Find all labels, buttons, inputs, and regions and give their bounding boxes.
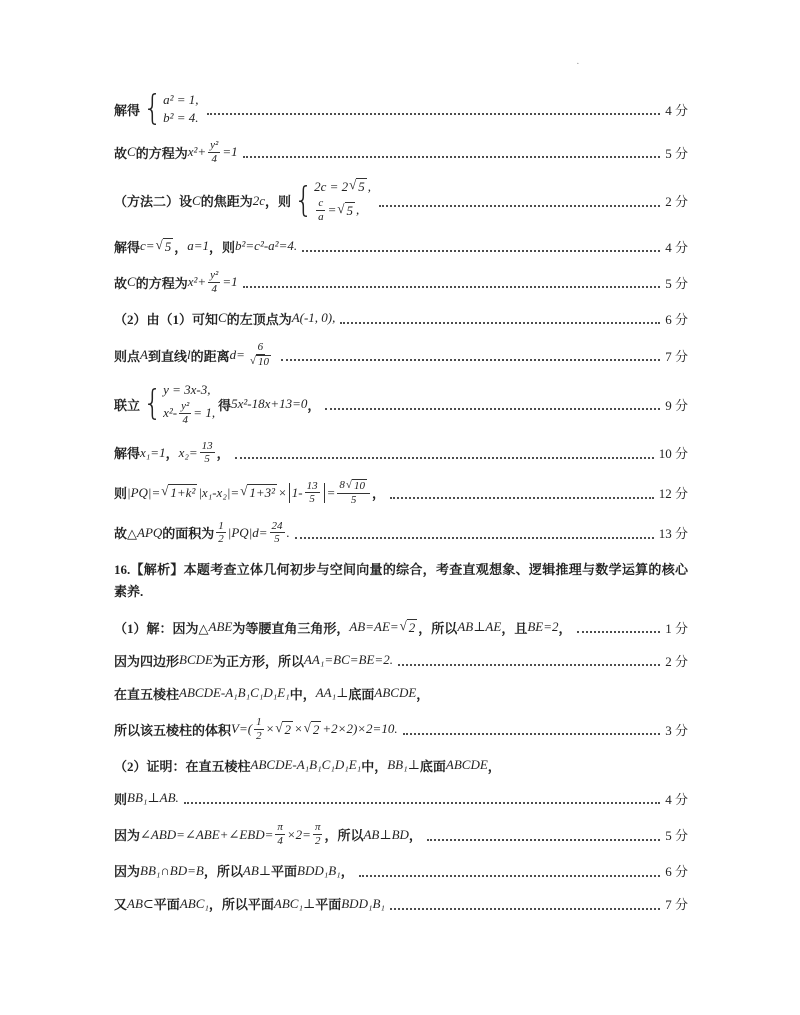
text-run: ， [408, 828, 422, 844]
dotted-leader [325, 408, 660, 410]
line-content [114, 341, 276, 369]
fraction-numerator: 13 [201, 439, 213, 452]
line-content [114, 269, 238, 295]
line-content [114, 894, 385, 913]
text-run: （2）由（1）可知 [114, 311, 219, 327]
math-run: x₁=1 [140, 444, 166, 460]
square-root [161, 484, 197, 501]
text-run: 解得 [114, 239, 141, 255]
text-run: 为等腰直角三角形， [232, 620, 350, 636]
step-method2-setup [114, 178, 688, 223]
dotted-leader [243, 156, 661, 158]
line-content [114, 821, 422, 847]
text-run: 因为 [114, 864, 141, 880]
fraction [216, 520, 226, 546]
radical-sign-icon: √ [345, 478, 352, 491]
math-run: BB₁⊥ [387, 757, 420, 773]
line-content [114, 309, 335, 328]
fraction-numerator: π [314, 821, 321, 834]
math-run: AB⊥AE [457, 619, 502, 635]
square-root [304, 721, 322, 738]
math-run: |PQ|= [127, 484, 161, 500]
fraction-numerator [337, 479, 370, 494]
text-run: ， [174, 239, 188, 255]
math-run: 1- [291, 484, 303, 500]
fraction-denominator: a [318, 210, 324, 223]
math-run: l [186, 347, 191, 363]
square-root [337, 202, 355, 219]
line-content [114, 651, 393, 670]
absolute-value-bar [289, 483, 290, 503]
math-run: 5x²-18x+13=0 [231, 396, 308, 412]
math-run: × [278, 484, 287, 500]
score-label: 5 分 [665, 275, 688, 291]
square-root [275, 721, 293, 738]
line-content [114, 684, 429, 703]
dotted-leader [577, 631, 661, 633]
fraction-numerator: c [318, 196, 324, 209]
line-content [114, 237, 297, 256]
math-run: A [140, 347, 148, 363]
text-run: （1）解：因为△ [114, 620, 209, 636]
fraction-numerator: 6 [257, 341, 264, 354]
score-label: 6 分 [665, 311, 688, 327]
cases-group [143, 88, 199, 129]
radicand: 5 [346, 202, 354, 218]
radical-sign-icon: √ [303, 719, 311, 735]
score-label: 12 分 [658, 486, 688, 502]
fraction-numerator: y² [181, 400, 190, 413]
fraction-numerator: y² [210, 139, 219, 151]
text-run: 故△ [114, 526, 137, 542]
document-body [114, 88, 688, 927]
radical-sign-icon: √ [240, 483, 248, 499]
p16-step-1-1 [114, 617, 688, 637]
math-run: AB=AE= [349, 619, 399, 635]
radicand: 10 [257, 356, 269, 369]
text-run: 底面 [348, 686, 375, 702]
p16-step-1-2 [114, 650, 688, 670]
math-run: c= [140, 238, 155, 254]
fraction-denominator [247, 355, 274, 369]
cases-row [314, 178, 371, 195]
text-run: 解得 [114, 102, 141, 118]
text-run: ， [165, 446, 179, 462]
fraction-numerator: 24 [271, 519, 283, 532]
fraction [305, 480, 320, 506]
math-run: b²=c²-a²=4. [235, 238, 298, 254]
math-run: |PQ|d= [227, 524, 268, 540]
fraction-denominator: 5 [350, 494, 357, 507]
square-root [400, 619, 418, 636]
text-run: 在直五棱柱 [114, 686, 180, 702]
p16-step-volume [114, 716, 688, 742]
text-run: 的左顶点为 [226, 311, 292, 327]
step-pq-length [114, 479, 688, 507]
radicand: 2 [284, 721, 291, 737]
score-label: 1 分 [665, 620, 688, 636]
math-run: |x₁-x₂|= [198, 484, 240, 500]
text-run: 又 [114, 897, 128, 913]
math-run: AB⊥ [242, 862, 271, 878]
text-run: 联立 [114, 397, 141, 413]
cases-row [163, 382, 215, 398]
left-brace-icon: { [143, 383, 163, 424]
dotted-leader [359, 875, 661, 877]
line-content [114, 618, 572, 637]
fraction-denominator: 5 [274, 533, 280, 546]
absolute-value-bar [324, 483, 325, 503]
math-run: × [293, 721, 303, 737]
radical-sign-icon: √ [337, 200, 345, 216]
math-run: y = 3x-3, [163, 382, 211, 398]
dotted-leader [379, 205, 660, 207]
p16-step-2-3 [114, 821, 688, 847]
step-area-apq [114, 520, 688, 546]
text-run: 底面 [419, 758, 446, 774]
text-run: ， [307, 397, 321, 413]
radical-sign-icon: √ [349, 177, 357, 193]
fraction-denominator: 4 [277, 835, 283, 848]
text-run: 到直线 [147, 348, 187, 364]
fraction-numerator: 1 [256, 716, 262, 729]
text-run: 则 [114, 486, 128, 502]
dotted-leader [340, 322, 660, 324]
dotted-leader [302, 250, 660, 252]
math-run: ABE [208, 619, 233, 635]
radicand: 2 [408, 619, 416, 635]
radicand: 5 [164, 238, 172, 254]
math-run: , [356, 202, 360, 218]
step-solve-c [114, 236, 688, 256]
line-content [114, 178, 374, 223]
radicand: 1+k² [170, 485, 196, 501]
step-solve-x1-x2 [114, 440, 688, 466]
line-content [114, 789, 179, 808]
radical-sign-icon: √ [275, 719, 283, 735]
step-combine-system [114, 382, 688, 426]
math-run: AA₁=BC=BE=2. [303, 652, 393, 668]
dotted-leader [281, 359, 660, 361]
text-run: ，且 [501, 620, 528, 636]
math-run: =1 [222, 274, 238, 290]
dotted-leader [184, 802, 660, 804]
math-run: C [127, 144, 136, 160]
fraction [179, 400, 191, 426]
cases-rows [163, 382, 215, 426]
math-run: BCDE [179, 652, 213, 668]
text-run: 的距离 [190, 348, 230, 364]
line-content [114, 139, 238, 165]
line-content [114, 861, 354, 880]
text-run: 中， [361, 758, 388, 774]
cases-rows [314, 178, 371, 223]
radical-sign-icon: √ [399, 617, 407, 633]
cases-row [163, 400, 215, 426]
math-run: 2c = 2 [314, 178, 349, 194]
dotted-leader [235, 457, 654, 459]
radicand: 1+3² [249, 485, 275, 501]
math-run: a² = 1, [163, 92, 199, 107]
math-run: BB₁∩BD=B [140, 862, 204, 878]
text-run: 所以该五棱柱的体积 [114, 722, 232, 738]
text-run: 中， [289, 686, 316, 702]
dotted-leader [390, 497, 654, 499]
math-run: . [286, 524, 290, 540]
text-run: 则 [114, 791, 128, 807]
line-content [114, 756, 501, 775]
step-equation-of-c-2 [114, 269, 688, 295]
score-label: 2 分 [665, 653, 688, 669]
math-run: , [367, 178, 372, 194]
fraction [270, 520, 285, 546]
text-run: ，所以 [324, 828, 364, 844]
math-run: ABCDE [374, 685, 417, 701]
text-run: 因为四边形 [114, 653, 180, 669]
score-label: 5 分 [665, 828, 688, 844]
cases-row [314, 197, 371, 223]
fraction [316, 197, 326, 223]
text-run: ，所以 [203, 864, 243, 880]
fraction-denominator: 4 [211, 152, 217, 165]
score-label: 13 分 [658, 526, 688, 542]
math-run: ABCDE-A₁B₁C₁D₁E₁ [179, 685, 290, 701]
fraction [200, 440, 215, 466]
text-run: 为正方形，所以 [212, 653, 304, 669]
text-run: 的方程为 [135, 275, 188, 291]
fraction [275, 821, 285, 847]
math-run: ABC₁ [179, 895, 209, 911]
math-run: ∠ABD=∠ABE+∠EBD= [140, 826, 274, 842]
math-run: C [192, 192, 201, 208]
math-run: AA₁⊥ [315, 685, 349, 701]
fraction-denominator: 2 [218, 533, 224, 546]
left-brace-icon: { [143, 88, 163, 129]
math-run: BE=2 [527, 619, 559, 635]
text-run: 的方程为 [135, 145, 188, 161]
p16-step-2-4 [114, 861, 688, 881]
dotted-leader [427, 839, 660, 841]
math-run: d= [229, 347, 245, 363]
fraction-numerator: π [277, 821, 283, 834]
cases-rows [163, 92, 198, 126]
problem-16-analysis-intro: 16.【解析】本题考查立体几何初步与空间向量的综合，考查直观想象、逻辑推理与数学运算的核心素养. [114, 561, 688, 600]
math-run: x²- [163, 405, 178, 421]
math-run: ABC₁⊥ [273, 895, 316, 911]
math-run: ABCDE-A₁B₁C₁D₁E₁ [250, 757, 362, 773]
score-label: 5 分 [665, 145, 688, 161]
p16-step-1-3 [114, 683, 688, 703]
fraction [208, 269, 220, 295]
score-label: 9 分 [665, 397, 688, 413]
text-run: ， [487, 758, 501, 774]
fraction-denominator: 4 [211, 282, 217, 295]
math-run: C [127, 274, 136, 290]
fraction [208, 139, 220, 165]
math-run: = [326, 484, 336, 500]
math-run: b² = 4. [163, 110, 199, 125]
text-run: ， [371, 486, 385, 502]
square-root [346, 479, 367, 493]
p16-step-2-1 [114, 755, 688, 775]
dotted-leader [390, 908, 660, 910]
cases-group [143, 382, 215, 426]
text-run: 的面积为 [162, 526, 215, 542]
text-run: ，所以 [418, 620, 458, 636]
text-run: 平面 [315, 897, 342, 913]
text-run: 平面 [270, 864, 297, 880]
square-root [240, 484, 277, 501]
score-label: 10 分 [658, 446, 688, 462]
text-run: ， [558, 620, 572, 636]
radical-sign-icon: √ [161, 483, 169, 499]
math-run: × [265, 721, 275, 737]
radicand: 2 [312, 721, 320, 737]
square-root [349, 178, 367, 195]
math-run: 2c [252, 192, 265, 208]
text-run: ，则 [264, 194, 291, 210]
score-label: 6 分 [665, 864, 688, 880]
square-root [156, 238, 174, 255]
dotted-leader [403, 733, 661, 735]
text-run: 故 [114, 275, 128, 291]
square-root [250, 355, 271, 369]
dotted-leader [295, 537, 654, 539]
dotted-leader [398, 664, 660, 666]
math-run: APQ [137, 524, 163, 540]
text-run: （方法二）设 [114, 194, 193, 210]
line-content [114, 382, 320, 426]
score-label: 4 分 [665, 102, 688, 118]
score-label: 3 分 [665, 722, 688, 738]
math-run: A(-1, 0), [291, 310, 336, 326]
fraction-numerator: 1 [218, 519, 224, 532]
score-label: 2 分 [665, 194, 688, 210]
cases-group [294, 178, 371, 223]
math-run: ×2=10. [357, 721, 398, 737]
fraction-denominator: 2 [256, 729, 262, 742]
text-run: 故 [114, 145, 128, 161]
line-content [114, 716, 398, 742]
math-run: AB⊂ [127, 895, 154, 911]
text-run: 解得 [114, 446, 141, 462]
text-run: ， [416, 686, 430, 702]
math-run: +2×2) [322, 721, 358, 737]
text-run: （2）证明：在直五棱柱 [114, 758, 251, 774]
score-label: 4 分 [665, 239, 688, 255]
fraction-denominator: 2 [314, 835, 321, 848]
step-part2-left-vertex [114, 308, 688, 328]
text-run: 平面 [153, 897, 180, 913]
text-run: 则点 [114, 348, 141, 364]
radicand: 5 [358, 179, 365, 195]
math-run: ×2= [286, 826, 311, 842]
math-run: x²+ [187, 144, 207, 160]
math-run: = [327, 202, 337, 218]
fraction-denominator: 5 [309, 493, 315, 506]
text-run: ， [340, 864, 354, 880]
text-run: 因为 [114, 828, 141, 844]
step-solve-a2-b2 [114, 88, 688, 129]
text-run: ，所以平面 [208, 897, 274, 913]
math-run: 8 [339, 478, 345, 491]
fraction [337, 479, 370, 507]
math-run: BDD₁B₁ [297, 862, 341, 878]
math-run: C [218, 310, 227, 326]
math-run: x₂= [178, 444, 198, 460]
fraction [247, 341, 274, 369]
stray-scan-mark: · [576, 58, 580, 70]
math-run: =1 [222, 144, 238, 160]
cases-row [163, 110, 198, 126]
math-run: AB⊥BD [363, 826, 409, 842]
score-label: 4 分 [665, 791, 688, 807]
math-run: V=( [231, 721, 253, 737]
fraction [254, 716, 264, 742]
text-run: 的焦距为 [200, 194, 253, 210]
math-run: = 1, [193, 405, 216, 421]
fraction-denominator: 4 [182, 413, 188, 426]
radical-sign-icon: √ [155, 236, 163, 252]
line-content [114, 88, 202, 129]
math-run: a=1 [187, 238, 209, 254]
dotted-leader [243, 286, 661, 288]
p16-step-2-5 [114, 894, 688, 914]
step-equation-of-c-1 [114, 139, 688, 165]
fraction-denominator: 5 [204, 453, 210, 466]
line-content [114, 520, 290, 546]
score-label: 7 分 [665, 348, 688, 364]
score-label: 7 分 [665, 897, 688, 913]
fraction [313, 821, 323, 847]
dotted-leader [207, 113, 661, 115]
line-content [114, 440, 230, 466]
p16-step-2-2 [114, 788, 688, 808]
math-run: ABCDE [445, 757, 488, 773]
math-run: BB₁⊥AB. [127, 790, 179, 806]
step-distance-d [114, 341, 688, 369]
text-run: 得 [218, 397, 232, 413]
cases-row [163, 92, 198, 108]
math-run: BDD₁B₁ [341, 895, 385, 911]
text-run: ， [216, 446, 230, 462]
math-run: x²+ [187, 274, 207, 290]
radicand: 10 [353, 479, 365, 492]
line-content [114, 479, 385, 507]
text-run: ，则 [209, 239, 236, 255]
fraction-numerator: y² [210, 269, 219, 282]
radical-sign-icon: √ [249, 355, 256, 368]
left-brace-icon: { [294, 180, 314, 221]
fraction-numerator: 13 [306, 479, 318, 492]
